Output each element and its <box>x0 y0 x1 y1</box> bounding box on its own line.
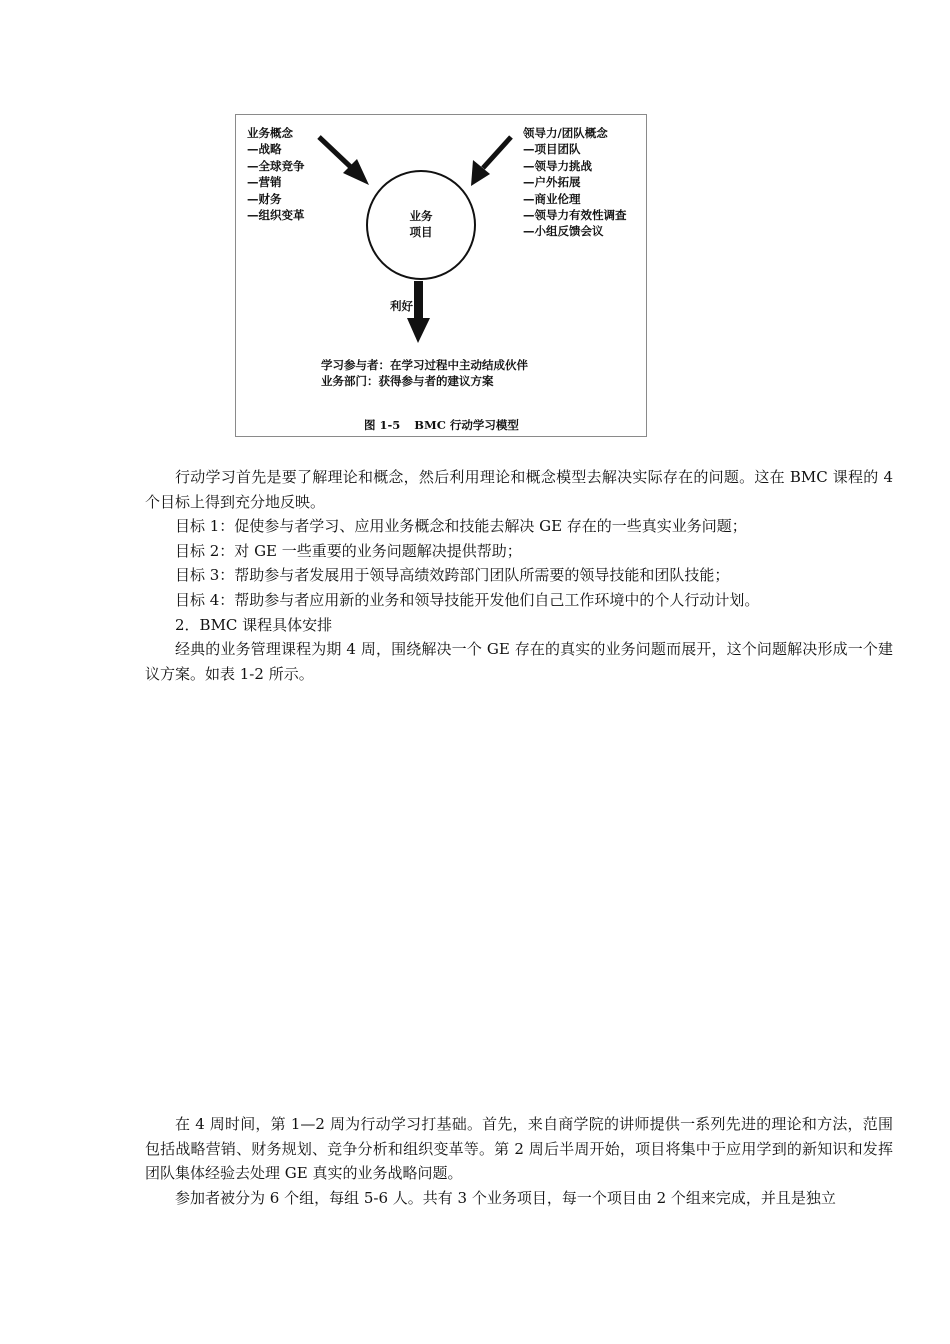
leadership-concept-item: —领导力挑战 <box>523 158 592 173</box>
left-arrow <box>319 137 369 185</box>
business-project-label-line1: 业务 <box>409 209 433 223</box>
outcome-participants: 学习参与者：在学习过程中主动结成伙伴 <box>321 358 528 372</box>
groups-paragraph: 参加者被分为 6 个组，每组 5-6 人。共有 3 个业务项目，每一个项目由 2 个组来完成，并且是独立 <box>175 1188 836 1207</box>
figure-caption <box>364 417 519 433</box>
outcomes-text <box>321 357 528 389</box>
business-concept-item: —营销 <box>247 175 282 190</box>
leadership-concepts-list <box>523 125 627 240</box>
schedule-paragraph: 经典的业务管理课程为期 4 周，围绕解决一个 GE 存在的真实的业务问题而展开，这个问题解决形成一个建议方案。如表 1-2 所示。 <box>145 640 893 683</box>
business-project-label-line2: 项目 <box>409 225 433 240</box>
business-concept-item: —战略 <box>247 142 282 157</box>
business-concepts-list <box>247 125 305 223</box>
right-arrow <box>471 137 511 186</box>
leadership-concepts-title: 领导力/团队概念 <box>523 126 608 140</box>
figure-number: 图 1-5 <box>364 418 401 432</box>
bmc-model-figure <box>235 114 647 437</box>
business-project-label <box>402 208 440 241</box>
body-text-bottom <box>145 1112 893 1210</box>
business-concept-item: —组织变革 <box>247 208 305 223</box>
leadership-concept-item: —户外拓展 <box>523 175 581 190</box>
benefit-label: 利好 <box>390 299 413 313</box>
business-concepts-title: 业务概念 <box>247 126 293 140</box>
leadership-concept-item: —商业伦理 <box>523 191 581 206</box>
goal-2: 目标 2：对 GE 一些重要的业务问题解决提供帮助； <box>175 541 522 560</box>
body-text-top <box>145 465 893 686</box>
four-week-paragraph: 在 4 周时间，第 1—2 周为行动学习打基础。首先，来自商学院的讲师提供一系列先进的理论和方法，范围包括战略营销、财务规划、竞争分析和组织变革等。第 2 周后半周开始，项目将集中于应用学到的新知识和发挥团队集体经验去处理 GE 真实的业务战略问题。 <box>145 1115 893 1183</box>
outcome-business-units: 业务部门：获得参与者的建议方案 <box>321 374 494 388</box>
intro-paragraph: 行动学习首先是要了解理论和概念，然后利用理论和概念模型去解决实际存在的问题。这在 BMC 课程的 4 个目标上得到充分地反映。 <box>145 468 893 511</box>
business-concept-item: —财务 <box>247 191 282 206</box>
business-concept-item: —全球竞争 <box>247 158 305 173</box>
leadership-concept-item: —小组反馈会议 <box>523 224 604 239</box>
goal-3: 目标 3：帮助参与者发展用于领导高绩效跨部门团队所需要的领导技能和团队技能； <box>175 566 730 585</box>
leadership-concept-item: —领导力有效性调查 <box>523 208 627 223</box>
goal-1: 目标 1：促使参与者学习、应用业务概念和技能去解决 GE 存在的一些真实业务问题； <box>175 517 747 536</box>
goal-4: 目标 4：帮助参与者应用新的业务和领导技能开发他们自己工作环境中的个人行动计划。 <box>175 590 760 609</box>
leadership-concept-item: —项目团队 <box>523 142 581 157</box>
figure-title: BMC 行动学习模型 <box>414 418 519 432</box>
section-heading: 2．BMC 课程具体安排 <box>175 615 333 634</box>
